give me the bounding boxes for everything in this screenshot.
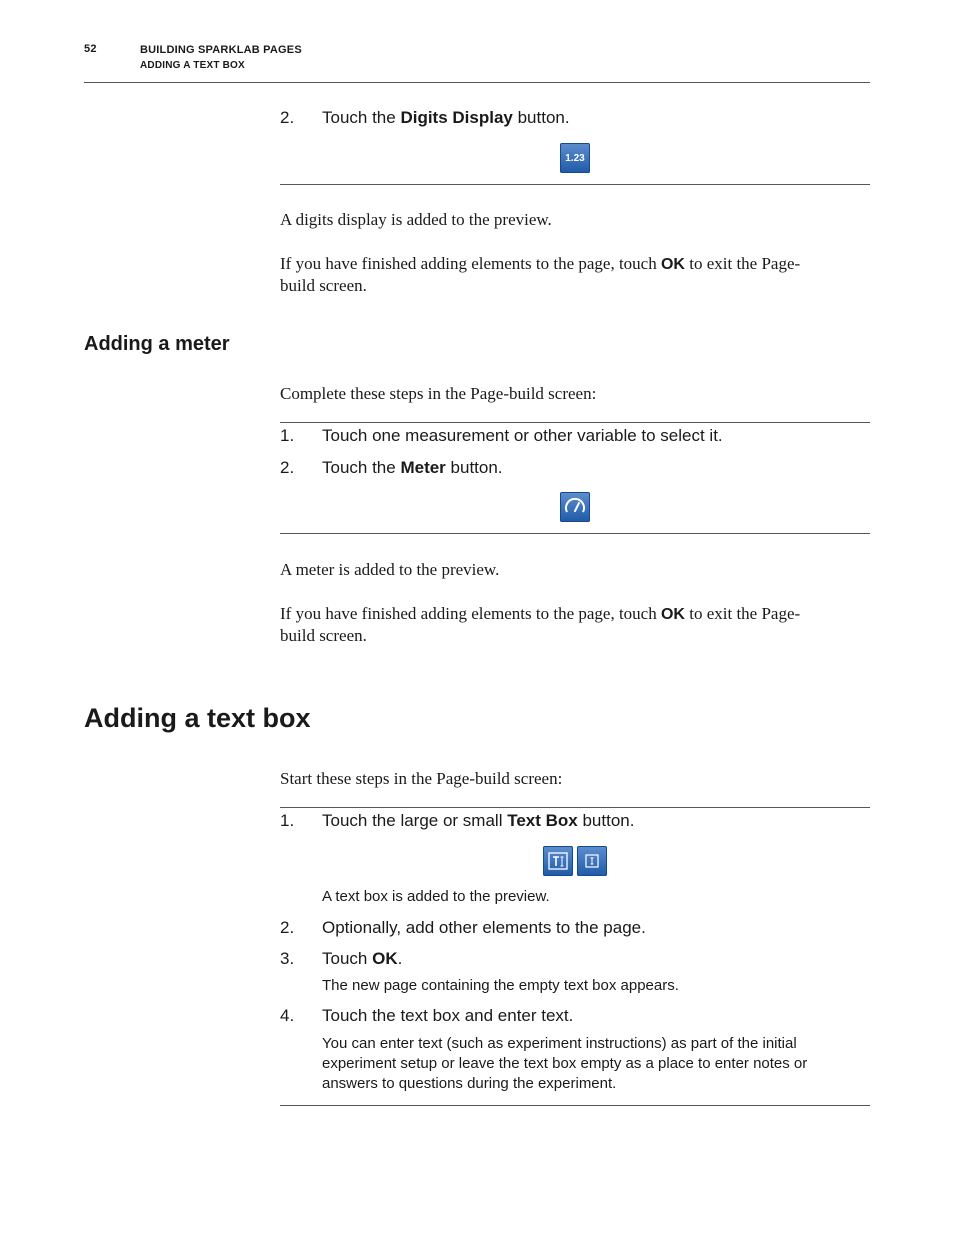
step-text-bold: OK: [372, 949, 398, 968]
note-line-1: You can enter text (such as experiment instructions) as part of the initial: [322, 1035, 797, 1052]
divider: [280, 422, 870, 423]
divider: [280, 1105, 870, 1106]
textbox-step-3-note: The new page containing the empty text box appears.: [322, 977, 679, 994]
note-line-3: answers to questions during the experiment.: [322, 1075, 617, 1092]
divider: [280, 184, 870, 185]
divider: [280, 807, 870, 808]
textbox-intro: Start these steps in the Page-build screen:: [280, 769, 563, 788]
finish-text-post: to exit the Page-: [684, 604, 801, 623]
textbox-step-4-note: [322, 1034, 862, 1094]
step-number: 3.: [280, 949, 295, 968]
textbox-heading: Adding a text box: [84, 703, 311, 733]
step-number: 2.: [280, 108, 295, 127]
digits-result: A digits display is added to the preview.: [280, 210, 552, 229]
large-text-box-icon-graphic: [546, 849, 570, 873]
step-text-post: button.: [577, 811, 635, 830]
step-text: Optionally, add other elements to the page.: [322, 918, 646, 937]
step-text-bold: Digits Display: [400, 108, 513, 127]
digits-display-icon: [560, 143, 590, 173]
step-text-post: button.: [445, 458, 503, 477]
meter-result: A meter is added to the preview.: [280, 560, 500, 579]
page-number: 52: [84, 43, 97, 55]
step-text: Touch one measurement or other variable to select it.: [322, 426, 723, 445]
meter-heading: Adding a meter: [84, 333, 230, 355]
finish-text-bold: OK: [660, 606, 685, 623]
step-text-pre: Touch the: [322, 108, 401, 127]
step-text-bold: Text Box: [507, 811, 578, 830]
step-text: Touch the text box and enter text.: [322, 1006, 574, 1025]
step-text: [322, 107, 570, 129]
step-text: [322, 457, 503, 479]
small-text-box-icon-graphic: [580, 849, 604, 873]
step-number: 1.: [280, 811, 295, 830]
meter-finish: [280, 603, 870, 646]
step-text-post: button.: [512, 108, 570, 127]
meter-gauge-icon-graphic: [563, 495, 587, 519]
step-text-bold: Meter: [400, 458, 446, 477]
chapter-title: BUILDING SPARKLAB PAGES: [140, 44, 302, 56]
digits-display-icon-label: 1.23: [565, 152, 585, 164]
finish-text-line2: build screen.: [280, 626, 367, 645]
finish-text-pre: If you have finished adding elements to the page, touch: [280, 254, 661, 273]
finish-text-pre: If you have finished adding elements to the page, touch: [280, 604, 661, 623]
step-text: [322, 810, 634, 832]
step-text: [322, 948, 402, 970]
finish-text-bold: OK: [660, 256, 685, 273]
step-number: 2.: [280, 918, 295, 937]
large-text-box-icon: [543, 846, 573, 876]
finish-text-line2: build screen.: [280, 276, 367, 295]
step-text-pre: Touch the large or small: [322, 811, 508, 830]
divider: [280, 533, 870, 534]
textbox-step-1-note: A text box is added to the preview.: [322, 888, 550, 905]
note-line-2: experiment setup or leave the text box empty as a place to enter notes or: [322, 1055, 808, 1072]
header-rule: [84, 82, 870, 83]
step-number: 1.: [280, 426, 295, 445]
step-number: 4.: [280, 1006, 295, 1025]
step-text-pre: Touch the: [322, 458, 401, 477]
meter-intro: Complete these steps in the Page-build screen:: [280, 384, 597, 403]
finish-text-post: to exit the Page-: [684, 254, 801, 273]
step-text-post: .: [397, 949, 403, 968]
digits-finish: [280, 253, 870, 296]
small-text-box-icon: [577, 846, 607, 876]
step-text-pre: Touch: [322, 949, 373, 968]
section-title: ADDING A TEXT BOX: [140, 60, 245, 71]
meter-gauge-icon: [560, 492, 590, 522]
step-number: 2.: [280, 458, 295, 477]
